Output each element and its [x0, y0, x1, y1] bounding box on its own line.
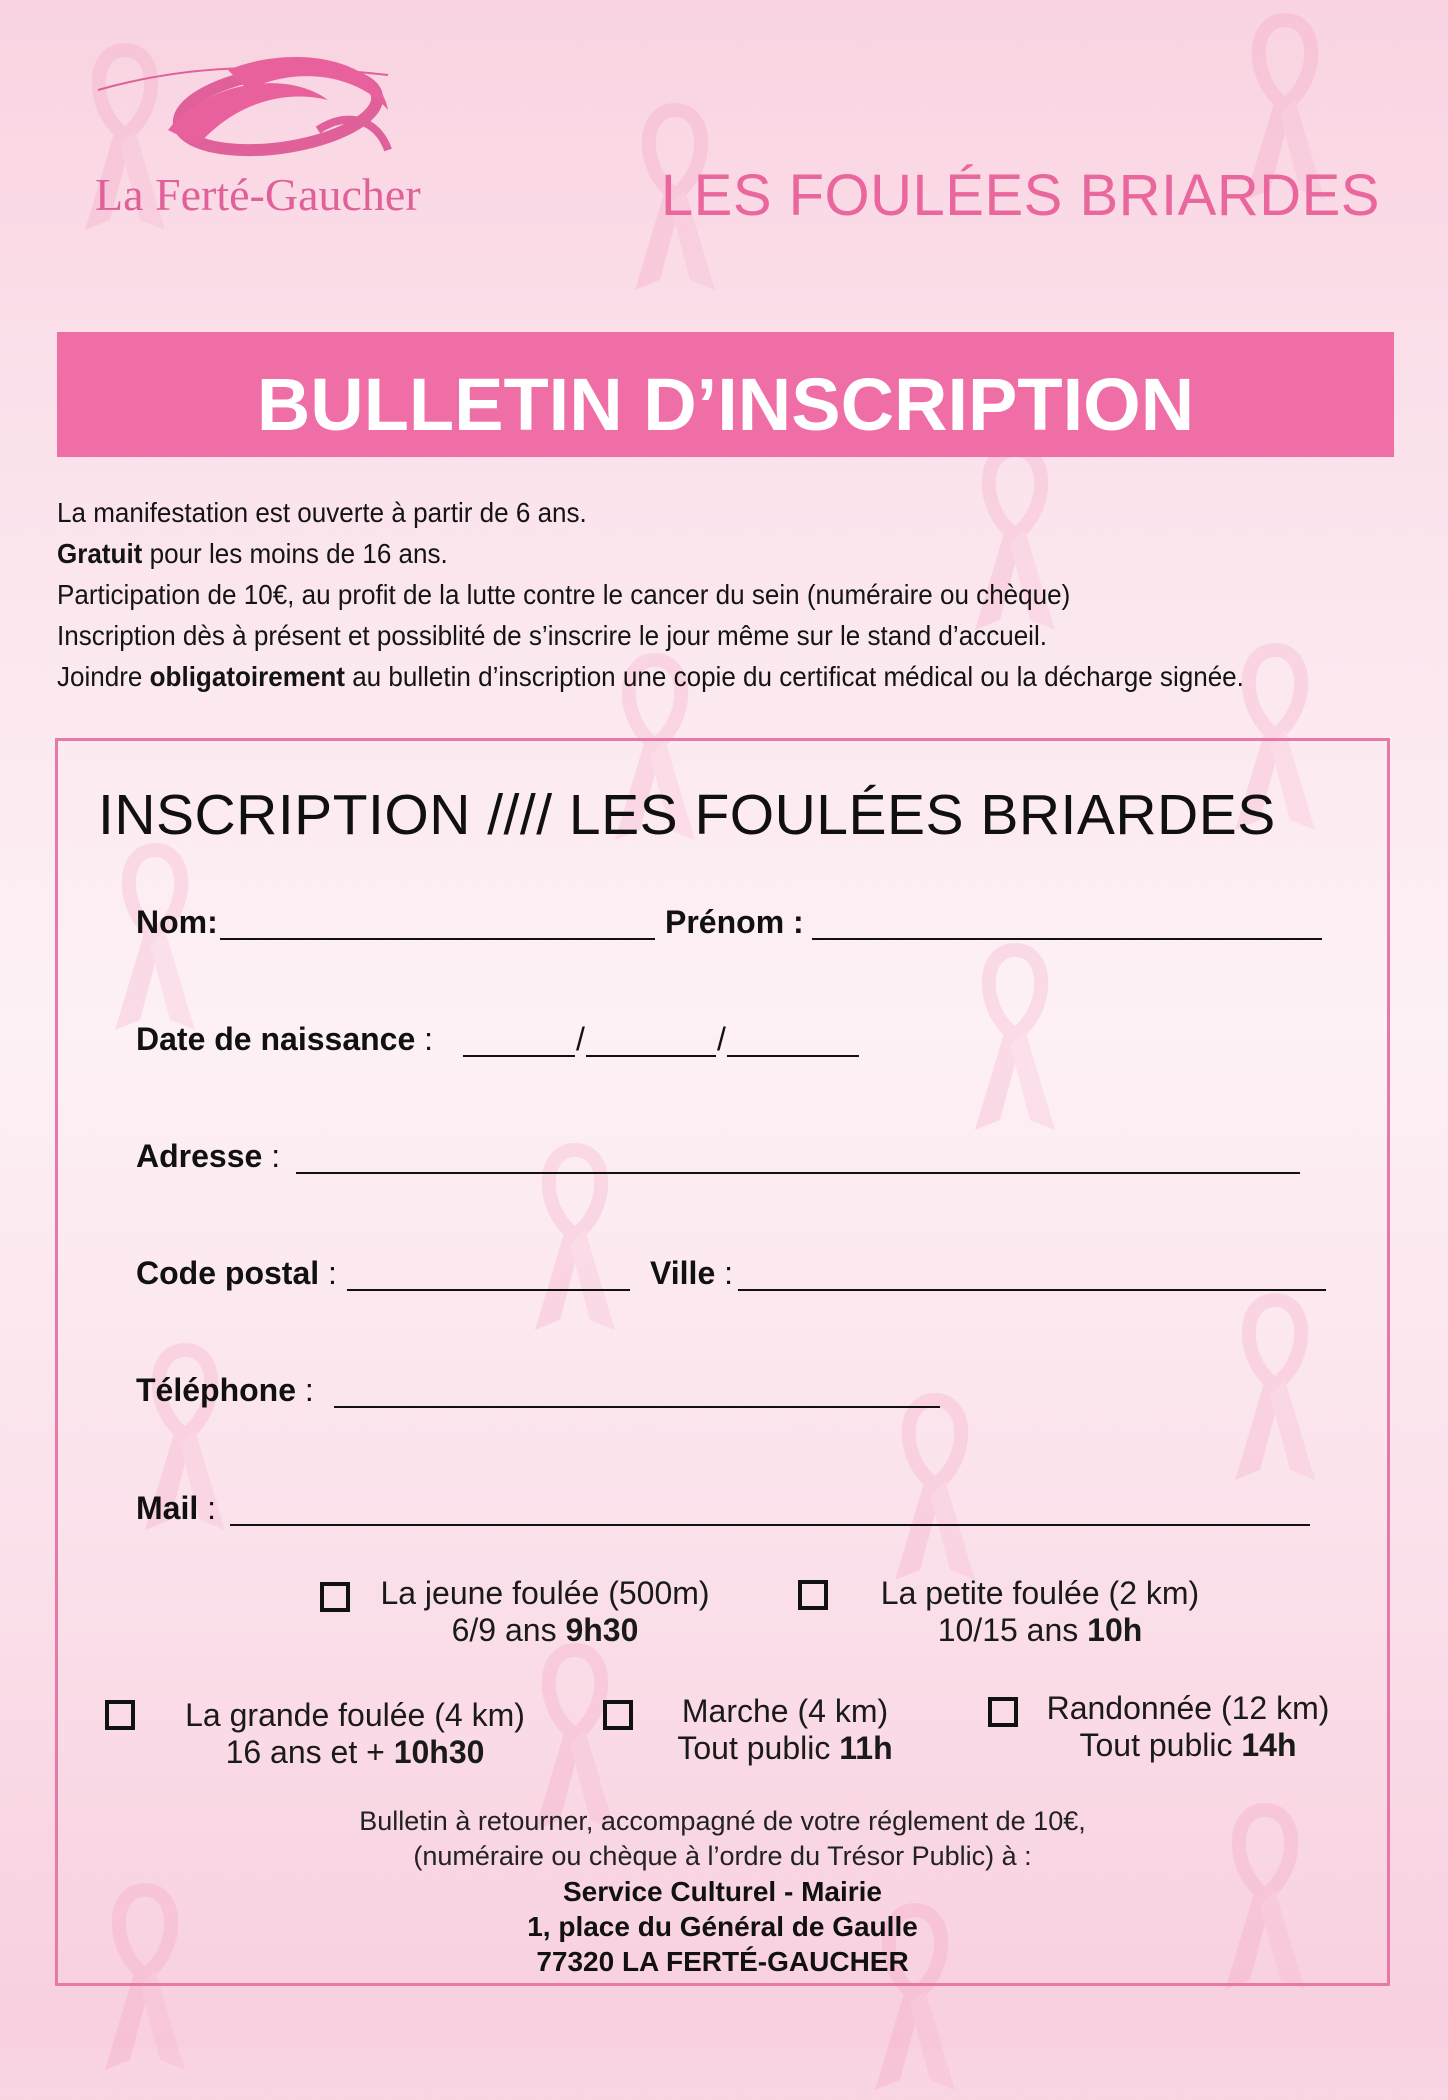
code-postal-label: Code postal :: [136, 1255, 337, 1291]
option-grande-foulee: [165, 1697, 545, 1771]
intro-line-registration: Inscription dès à présent et possiblité de s’inscrire le jour même sur le stand d’accueil.: [57, 620, 1047, 651]
date-separator: /: [576, 1021, 585, 1057]
ville-field[interactable]: [738, 1289, 1326, 1291]
intro-cert-bold: obligatoirement: [149, 661, 345, 692]
naissance-label: Date de naissance :: [136, 1021, 434, 1057]
option-checkbox-jeune-foulee[interactable]: [320, 1582, 350, 1612]
naissance-day-field[interactable]: [463, 1055, 575, 1057]
footer-city: 77320 LA FERTÉ-GAUCHER: [536, 1946, 909, 1977]
option-randonnee: [1028, 1690, 1348, 1764]
mail-label: Mail :: [136, 1490, 217, 1526]
option-name: La petite foulée (2 km): [880, 1575, 1200, 1611]
option-checkbox-grande-foulee[interactable]: [105, 1700, 135, 1730]
city-logo-text: La Ferté-Gaucher: [95, 169, 421, 220]
footer-return-line: Bulletin à retourner, accompagné de votre réglement de 10€,: [359, 1806, 1086, 1836]
page-title: BULLETIN D’INSCRIPTION: [256, 363, 1195, 446]
adresse-field[interactable]: [296, 1172, 1300, 1174]
option-petite-foulee: [860, 1575, 1220, 1649]
intro-line-participation: Participation de 10€, au profit de la lutte contre le cancer du sein (numéraire ou chèque): [57, 579, 1071, 610]
form-title: INSCRIPTION //// LES FOULÉES BRIARDES: [98, 783, 1276, 847]
option-marche: [650, 1693, 920, 1767]
naissance-month-field[interactable]: [586, 1055, 716, 1057]
nom-label: Nom:: [136, 904, 218, 940]
footer-street: 1, place du Général de Gaulle: [527, 1911, 918, 1942]
option-jeune-foulee: [360, 1575, 730, 1649]
prenom-label: Prénom :: [665, 904, 804, 940]
naissance-year-field[interactable]: [727, 1055, 859, 1057]
telephone-label: Téléphone :: [136, 1372, 314, 1408]
footer-payment-line: (numéraire ou chèque à l’ordre du Trésor Public) à :: [413, 1841, 1032, 1871]
option-detail: 16 ans et + 10h30: [225, 1734, 485, 1770]
option-checkbox-randonnee[interactable]: [988, 1697, 1018, 1727]
intro-cert-start: Joindre: [57, 661, 150, 692]
option-name: La grande foulée (4 km): [185, 1697, 525, 1733]
option-name: Randonnée (12 km): [1046, 1690, 1330, 1726]
ville-label: Ville :: [650, 1255, 734, 1291]
event-title: LES FOULÉES BRIARDES: [660, 163, 1380, 228]
intro-cert-end: au bulletin d’inscription une copie du certificat médical ou la décharge signée.: [344, 661, 1244, 692]
telephone-field[interactable]: [334, 1406, 940, 1408]
intro-free-bold: Gratuit: [57, 538, 143, 569]
option-checkbox-marche[interactable]: [603, 1700, 633, 1730]
option-detail: Tout public 14h: [1079, 1727, 1297, 1763]
intro-line-certificate: [57, 661, 1244, 693]
option-name: La jeune foulée (500m): [380, 1575, 710, 1611]
code-postal-field[interactable]: [347, 1289, 630, 1291]
option-checkbox-petite-foulee[interactable]: [798, 1580, 828, 1610]
date-separator: /: [717, 1021, 726, 1057]
city-logo-icon: [88, 50, 408, 170]
intro-line-free: [57, 538, 448, 570]
adresse-label: Adresse :: [136, 1138, 281, 1174]
prenom-field[interactable]: [812, 938, 1322, 940]
option-detail: 6/9 ans 9h30: [451, 1612, 639, 1648]
intro-free-rest: pour les moins de 16 ans.: [142, 538, 448, 569]
option-detail: 10/15 ans 10h: [937, 1612, 1143, 1648]
option-name: Marche (4 km): [681, 1693, 889, 1729]
mail-field[interactable]: [230, 1524, 1310, 1526]
footer-service: Service Culturel - Mairie: [562, 1876, 882, 1907]
nom-field[interactable]: [220, 938, 655, 940]
intro-line-age: La manifestation est ouverte à partir de 6 ans.: [57, 497, 587, 528]
option-detail: Tout public 11h: [677, 1730, 893, 1766]
